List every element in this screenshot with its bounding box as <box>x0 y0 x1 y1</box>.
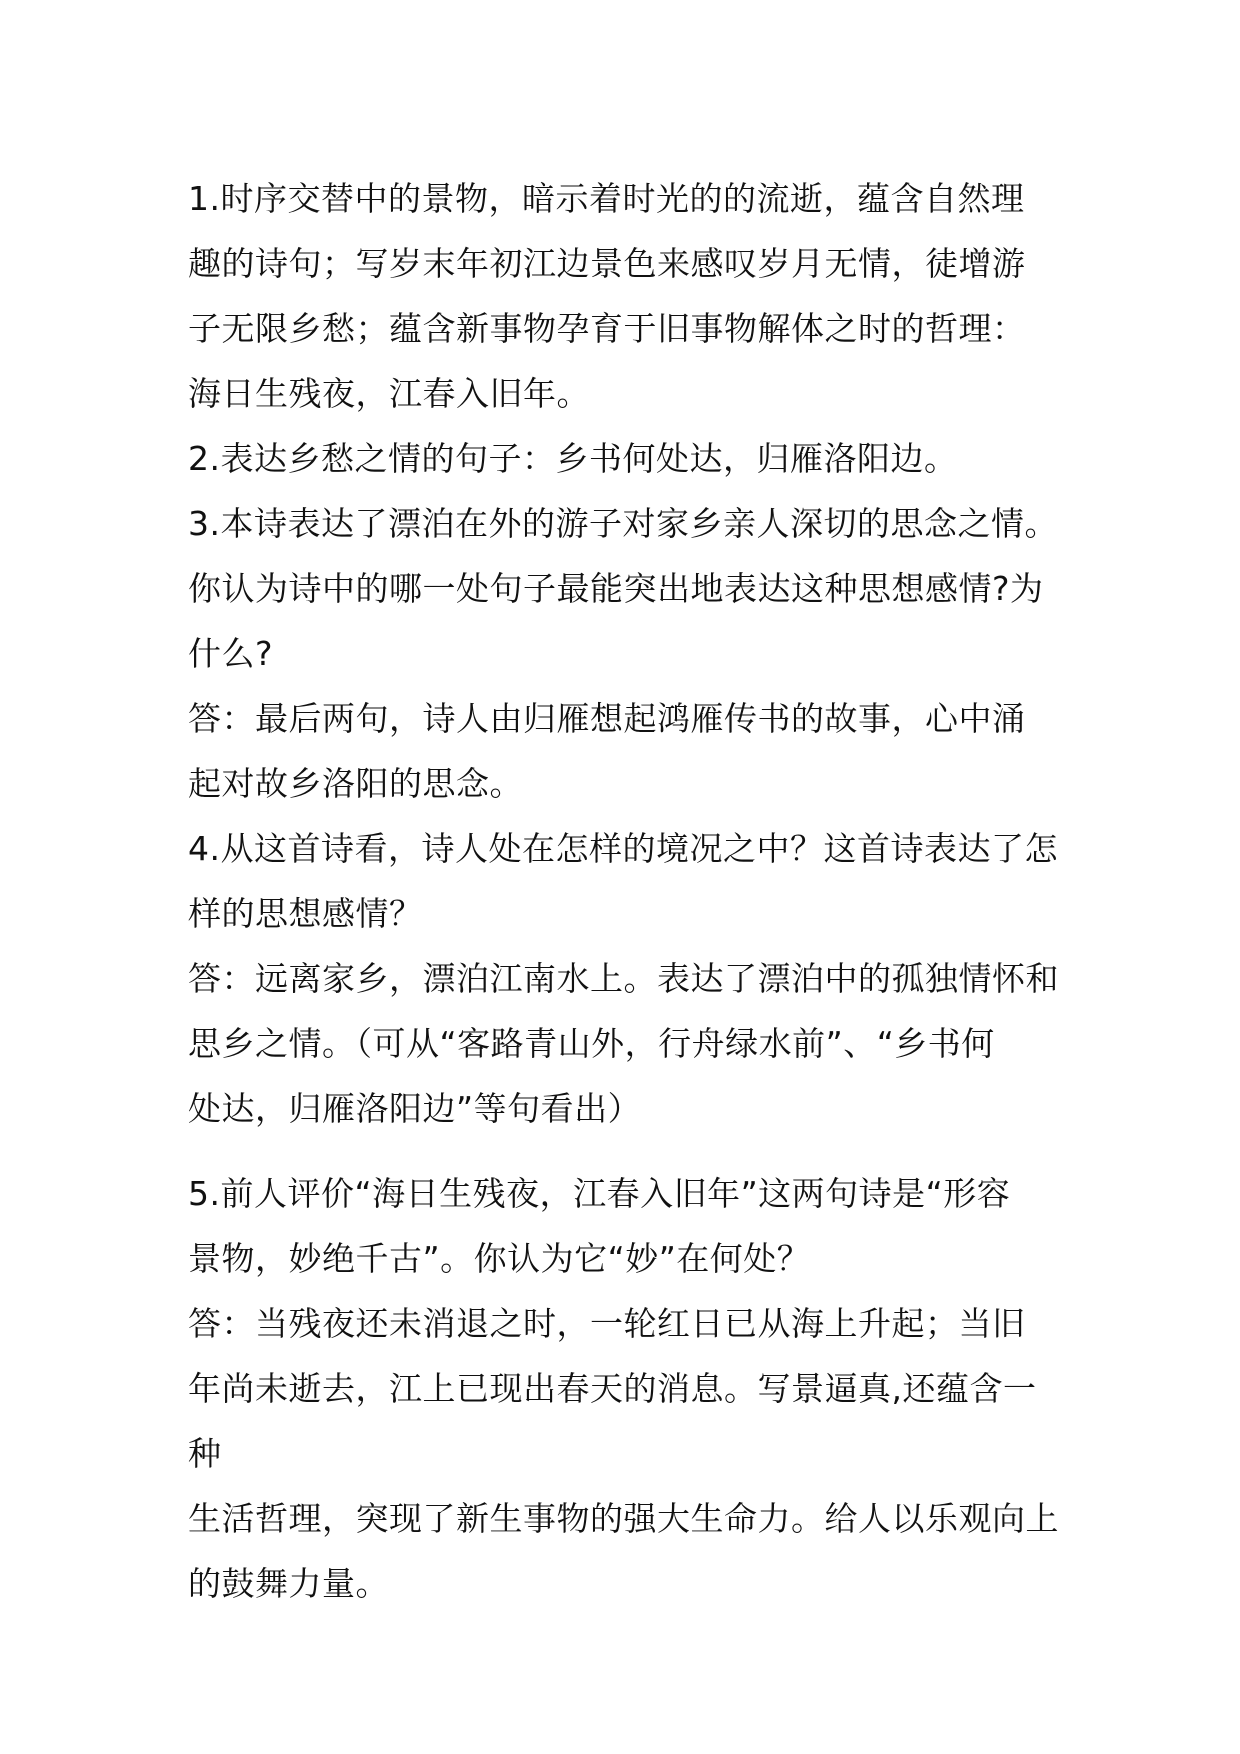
question-3-paragraph: 3.本诗表达了漂泊在外的游子对家乡亲人深切的思念之情。 你认为诗中的哪一处句子最能突出地表达这种思想感情?为 什么? <box>188 504 1058 673</box>
question-4-paragraph: 4.从这首诗看，诗人处在怎样的境况之中？这首诗表达了怎 样的思想感情？ <box>188 829 1058 933</box>
answer-3-paragraph: 答：最后两句，诗人由归雁想起鸿雁传书的故事，心中涌 起对故乡洛阳的思念。 <box>188 699 1026 803</box>
document-body <box>188 166 1068 1616</box>
question-5-paragraph: 5.前人评价“海日生残夜，江春入旧年”这两句诗是“形容 景物，妙绝千古”。你认为它“妙”在何处？ <box>188 1174 1011 1278</box>
answer-4-paragraph: 答：远离家乡，漂泊江南水上。表达了漂泊中的孤独情怀和 思乡之情。（可从“客路青山外，行舟绿水前”、“乡书何 处达，归雁洛阳边”等句看出） <box>188 959 1059 1128</box>
question-1-paragraph: 1.时序交替中的景物，暗示着时光的的流逝，蕴含自然理 趣的诗句；写岁末年初江边景色来感叹岁月无情，徒增游 子无限乡愁；蕴含新事物孕育于旧事物解体之时的哲理： 海日生残夜，江春入旧年。 <box>188 179 1026 413</box>
question-2-paragraph: 2.表达乡愁之情的句子：乡书何处达，归雁洛阳边。 <box>188 439 958 478</box>
answer-5-paragraph: 答：当残夜还未消退之时，一轮红日已从海上升起；当旧 年尚未逝去，江上已现出春天的消息。写景逼真,还蕴含一种 生活哲理，突现了新生事物的强大生命力。给人以乐观向上 的鼓舞力量。 <box>188 1304 1059 1603</box>
